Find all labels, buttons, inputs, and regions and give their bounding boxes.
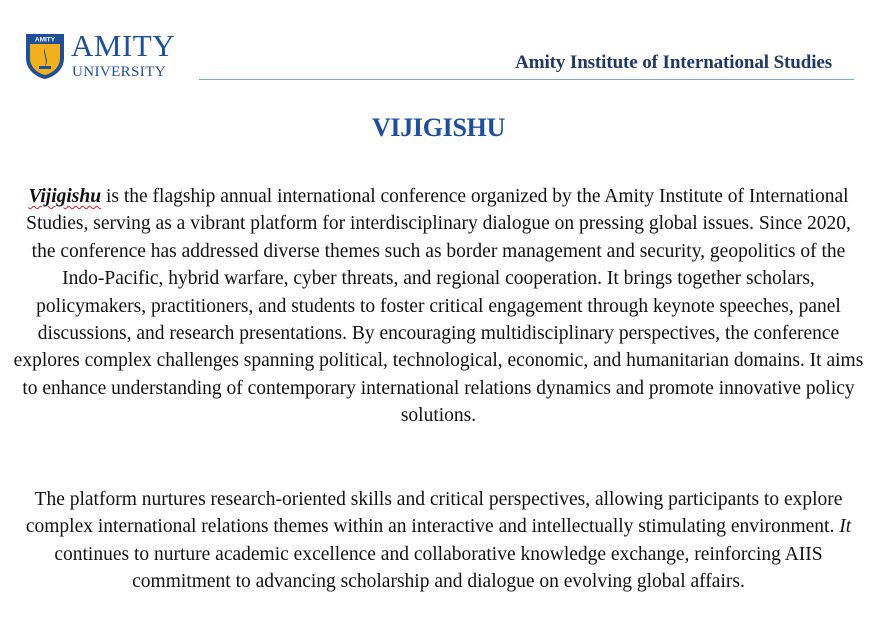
shield-text: AMITY: [34, 36, 56, 44]
page-title: VIJIGISHU: [371, 113, 506, 142]
logo-subtitle: UNIVERSITY: [72, 64, 166, 80]
page-header: [0, 0, 877, 90]
intro-paragraph-text: is the flagship annual international conference organized by the Amity Institute of International Studies, serving as a vibrant platform for interdisciplinary dialogue on pressing global issues. Since 2020, the conference has addressed diverse themes such as border management and security, geopolitics of the Indo-Pacific, hybrid warfare, cyber threats, and regional cooperation. It brings together scholars, policymakers, practitioners, and students to foster critical engagement through keynote speeches, panel discussions, and research presentations. By encouraging multidisciplinary perspectives, the conference explores complex challenges spanning political, technological, economic, and humanitarian domains. It aims to enhance understanding of contemporary international relations dynamics and promote innovative policy solutions.: [13, 186, 864, 427]
amity-shield-icon: [24, 32, 66, 80]
header-divider: [199, 79, 854, 80]
logo-name: AMITY: [71, 28, 176, 63]
platform-paragraph-text-1: The platform nurtures research-oriented skills and critical perspectives, allowing participants to explore complex international relations themes within an interactive and intellectually stimulating environment.: [25, 489, 843, 538]
amity-logo: [24, 28, 184, 84]
italic-it: It: [839, 516, 852, 538]
platform-paragraph: [12, 486, 865, 596]
intro-paragraph: [12, 183, 865, 430]
conference-name: Vijigishu: [28, 186, 102, 207]
platform-paragraph-text-2: continues to nurture academic excellence and collaborative knowledge exchange, reinforcing AIIS commitment to advancing scholarship and dialogue on evolving global affairs.: [54, 543, 823, 593]
institute-name: Amity Institute of International Studies: [515, 52, 832, 73]
